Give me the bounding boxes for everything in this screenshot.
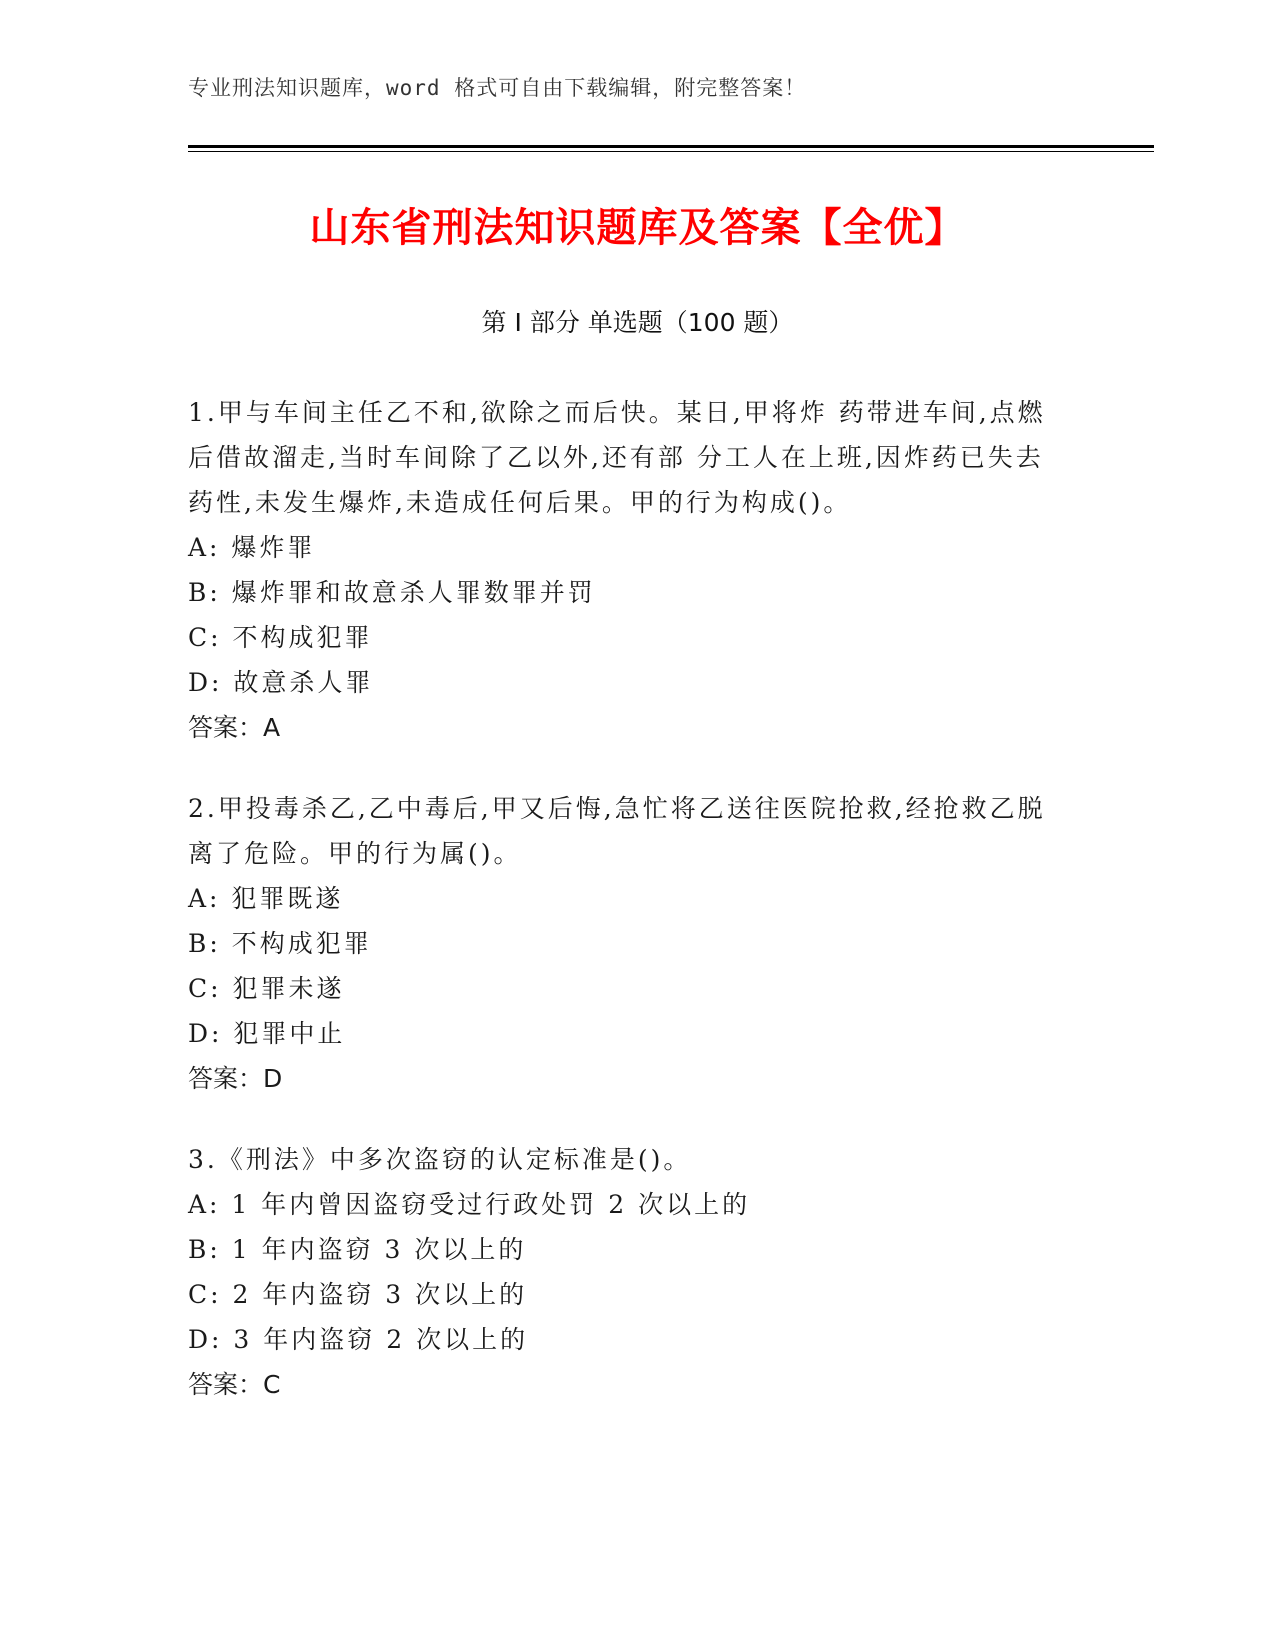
section-title: 第 I 部分 单选题（100 题） (481, 308, 794, 337)
question-1 (188, 390, 1068, 750)
question-list (188, 390, 1068, 1443)
option-c: C: 不构成犯罪 (188, 623, 373, 652)
option-a: A: 爆炸罪 (188, 533, 316, 562)
header-rule-thick (188, 145, 1154, 148)
option-d: D: 3 年内盗窃 2 次以上的 (188, 1325, 529, 1354)
option-a: A: 犯罪既遂 (188, 884, 344, 913)
header-rule-thin (188, 151, 1154, 152)
question-3 (188, 1137, 1068, 1407)
document-title: 山东省刑法知识题库及答案【全优】 (309, 205, 966, 251)
option-d: D: 故意杀人罪 (188, 668, 374, 697)
answer: 答案：C (188, 1370, 281, 1399)
question-text: 3.《刑法》中多次盗窃的认定标准是()。 (188, 1145, 692, 1174)
option-c: C: 犯罪未遂 (188, 974, 345, 1003)
option-b: B: 不构成犯罪 (188, 929, 372, 958)
option-a: A: 1 年内曾因盗窃受过行政处罚 2 次以上的 (188, 1190, 751, 1219)
header-note: 专业刑法知识题库，word 格式可自由下载编辑，附完整答案！ (188, 76, 807, 100)
question-text: 2.甲投毒杀乙,乙中毒后,甲又后悔,急忙将乙送往医院抢救,经抢救乙脱离了危险。甲的行为属()。 (188, 794, 1046, 868)
question-2 (188, 786, 1068, 1101)
answer: 答案：A (188, 713, 281, 742)
option-d: D: 犯罪中止 (188, 1019, 346, 1048)
option-b: B: 1 年内盗窃 3 次以上的 (188, 1235, 527, 1264)
option-b: B: 爆炸罪和故意杀人罪数罪并罚 (188, 578, 596, 607)
question-text: 1.甲与车间主任乙不和,欲除之而后快。某日,甲将炸 药带进车间,点燃后借故溜走,当时车间除了乙以外,还有部 分工人在上班,因炸药已失去药性,未发生爆炸,未造成任何后果。甲的行为构成()。 (188, 398, 1046, 517)
option-c: C: 2 年内盗窃 3 次以上的 (188, 1280, 528, 1309)
answer: 答案：D (188, 1064, 283, 1093)
